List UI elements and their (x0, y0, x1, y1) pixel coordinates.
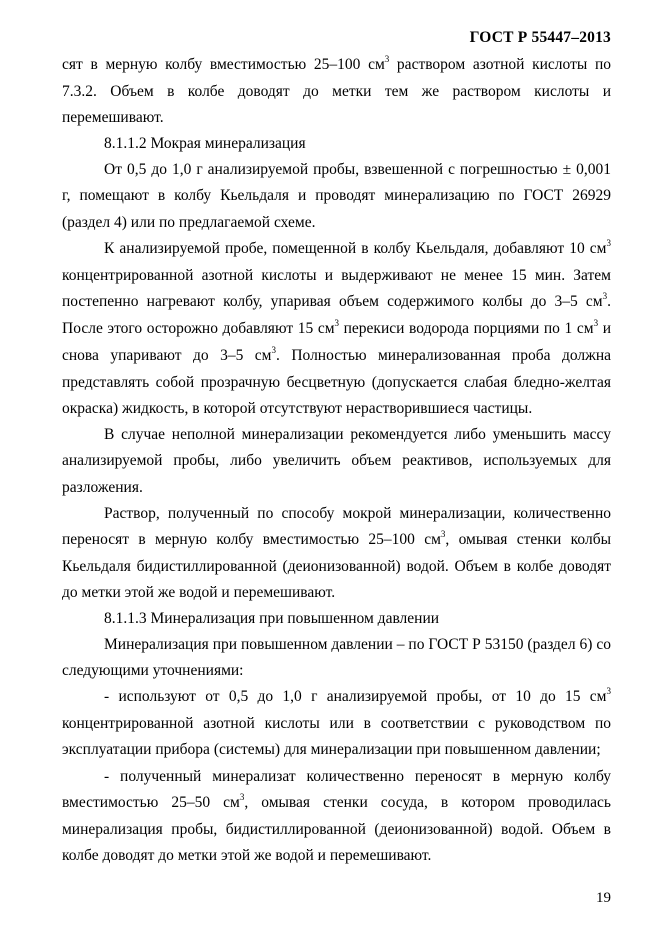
paragraph-continuation: сят в мерную колбу вместимостью 25–100 $см^3$ раствором азотной кислоты по 7.3.2. Объем в колбе доводят до метки тем же раствором кислоты и перемешивают. (62, 54, 611, 127)
paragraph-pressure-mineralization: Минерализация при повышенном давлении – по ГОСТ Р 53150 (раздел 6) со следующими уточнениями: (62, 636, 611, 680)
document-header: ГОСТ Р 55447–2013 (469, 29, 611, 46)
section-heading-8-1-1-3: 8.1.1.3 Минерализация при повышенном давлении (104, 609, 440, 627)
document-body (62, 52, 611, 869)
paragraph-sample-weight: От 0,5 до 1,0 г анализируемой пробы, взвешенной с погрешностью ± 0,001 г, помещают в колбу Кьельдаля и проводят минерализацию по ГОСТ 26929 (раздел 4) или по предлагаемой схеме. (62, 161, 611, 231)
paragraph-incomplete-mineralization: В случае неполной минерализации рекомендуется либо уменьшить массу анализируемой пробы, либо увеличить объем реактивов, используемых для разложения. (62, 426, 611, 496)
paragraph-solution-transfer: Раствор, полученный по способу мокрой минерализации, количественно переносят в мерную колбу вместимостью 25–100 $см^3$, омывая стенки колбы Кьельдаля бидистиллированной (деионизованной) водой. Объем в колбе доводят до метки этой же водой и перемешивают. (62, 504, 611, 601)
list-item-mineralizate-transfer: - полученный минерализат количественно переносят в мерную колбу вместимостью 25–50 $см^3$, омывая стенки сосуда, в котором проводилась минерализация пробы, бидистиллированной (деионизованной) водой. Объем в колбе доводят до метки этой же водой и перемешивают. (62, 767, 611, 864)
list-item-sample-amount: - используют от 0,5 до 1,0 г анализируемой пробы, от 10 до 15 $см^3$ концентрированной азотной кислоты или в соответствии с руководством по эксплуатации прибора (системы) для минерализации при повышенном давлении; (62, 686, 611, 759)
paragraph-procedure: К анализируемой пробе, помещенной в колбу Кьельдаля, добавляют 10 $см^3$ концентрированной азотной кислоты и выдерживают не менее 15 мин. Затем постепенно нагревают колбу, упаривая объем содержимого колбы до 3–5 $см^3$. После этого осторожно добавляют 15 $см^3$ перекиси водорода порциями по 1 $см^3$ и снова упаривают до 3–5 $см^3$. Полностью минерализованная проба должна представлять собой прозрачную бесцветную (допускается слабая бледно-желтая окраска) жидкость, в которой отсутствуют нерастворившиеся частицы. (62, 237, 611, 418)
section-heading-8-1-1-2: 8.1.1.2 Мокрая минерализация (104, 135, 306, 153)
page-number: 19 (596, 890, 611, 906)
